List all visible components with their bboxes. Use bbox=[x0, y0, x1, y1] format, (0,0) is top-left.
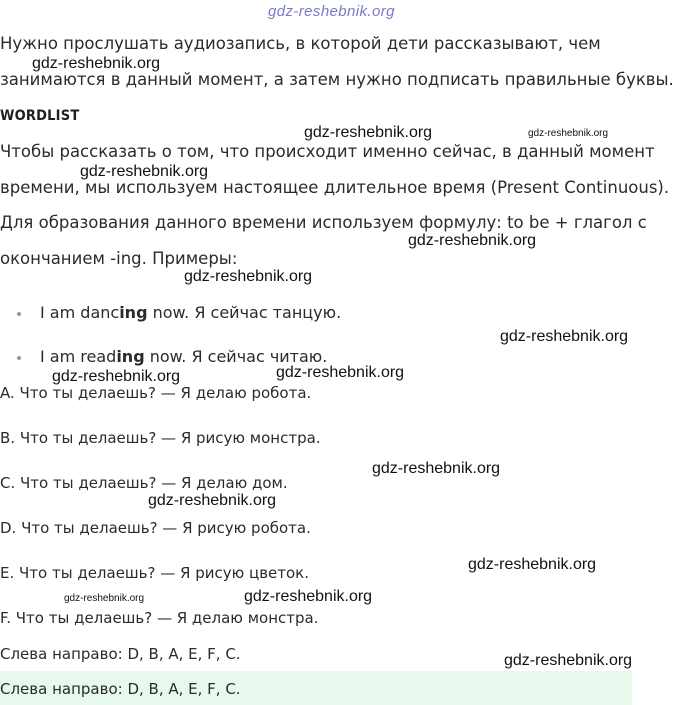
theory-line-4: окончанием -ing. Примеры: bbox=[0, 249, 238, 268]
watermark: gdz-reshebnik.org bbox=[32, 55, 161, 72]
answer-f: F. Что ты делаешь? — Я делаю монстра. bbox=[0, 609, 319, 627]
watermark: gdz-reshebnik.org bbox=[304, 124, 433, 141]
example-post: now. Я сейчас танцую. bbox=[147, 303, 342, 322]
theory-line-1: Чтобы рассказать о том, что происходит именно сейчас, в данный момент bbox=[0, 142, 655, 161]
watermark: gdz-reshebnik.org bbox=[372, 460, 501, 477]
watermark: gdz-reshebnik.org bbox=[504, 652, 633, 669]
theory-line-3: Для образования данного времени используем формулу: to be + глагол с bbox=[0, 213, 647, 232]
watermark: gdz-reshebnik.org bbox=[528, 128, 609, 139]
watermark: gdz-reshebnik.org bbox=[468, 556, 597, 573]
watermark-top: gdz-reshebnik.org bbox=[268, 3, 395, 20]
example-post: now. Я сейчас читаю. bbox=[144, 347, 328, 366]
watermark: gdz-reshebnik.org bbox=[244, 588, 373, 605]
watermark: gdz-reshebnik.org bbox=[80, 163, 209, 180]
watermark: gdz-reshebnik.org bbox=[52, 368, 181, 385]
example-bold: ing bbox=[119, 303, 148, 322]
watermark: gdz-reshebnik.org bbox=[148, 492, 277, 509]
watermark: gdz-reshebnik.org bbox=[500, 328, 629, 345]
intro-line-1: Нужно прослушать аудиозапись, в которой дети рассказывают, чем bbox=[0, 34, 601, 53]
bullet-icon bbox=[17, 356, 21, 360]
intro-line-2: занимаются в данный момент, а затем нужно подписать правильные буквы. bbox=[0, 70, 674, 89]
theory-line-2: времени, мы используем настоящее длительное время (Present Continuous). bbox=[0, 178, 670, 197]
wordlist-heading: WORDLIST bbox=[0, 108, 80, 124]
summary-line: Слева направо: D, B, A, E, F, C. bbox=[0, 645, 241, 663]
answer-e: E. Что ты делаешь? — Я рисую цветок. bbox=[0, 564, 310, 582]
answer-d: D. Что ты делаешь? — Я рисую робота. bbox=[0, 519, 311, 537]
example-pre: I am danc bbox=[40, 303, 120, 322]
summary-highlighted: Слева направо: D, B, A, E, F, C. bbox=[0, 680, 241, 698]
bullet-icon bbox=[17, 312, 21, 316]
watermark: gdz-reshebnik.org bbox=[184, 268, 313, 285]
answer-b: B. Что ты делаешь? — Я рисую монстра. bbox=[0, 429, 321, 447]
answer-c: C. Что ты делаешь? — Я делаю дом. bbox=[0, 474, 288, 492]
watermark: gdz-reshebnik.org bbox=[64, 593, 145, 604]
example-bold: ing bbox=[116, 347, 145, 366]
answer-a: A. Что ты делаешь? — Я делаю робота. bbox=[0, 384, 312, 402]
example-item bbox=[40, 303, 341, 323]
example-pre: I am read bbox=[40, 347, 117, 366]
watermark: gdz-reshebnik.org bbox=[408, 232, 537, 249]
watermark: gdz-reshebnik.org bbox=[276, 364, 405, 381]
